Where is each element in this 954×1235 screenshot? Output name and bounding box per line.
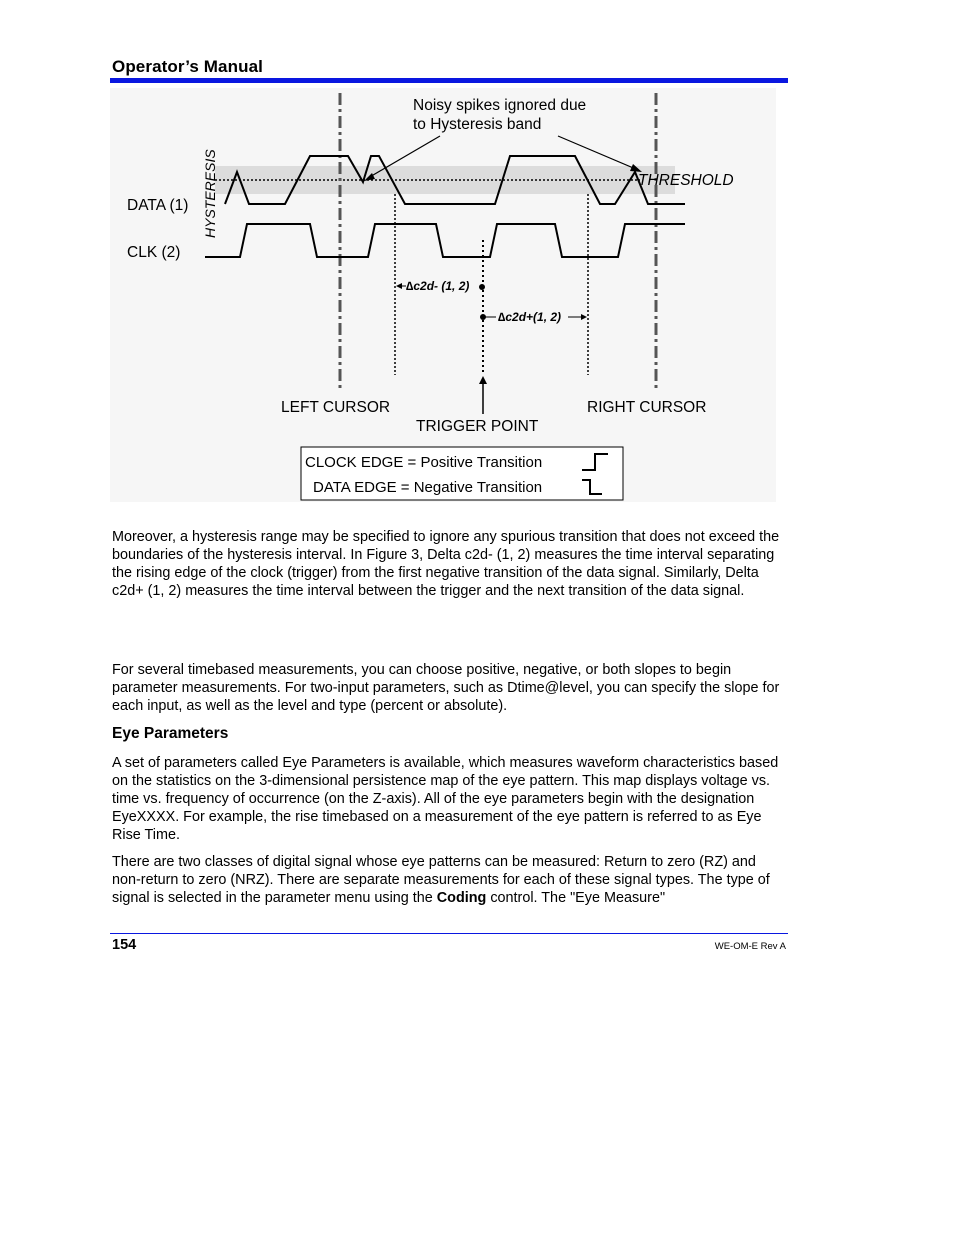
delta-minus-label: ∆c2d- (1, 2) [406,279,470,293]
slopes-paragraph: For several timebased measurements, you can choose positive, negative, or both slopes to begin parameter measurements. For two-input parameters, such as Dtime@level, you can specify the slope for each input, as well as the level and type (percent or absolute). [112,662,780,714]
page-number: 154 [112,937,137,953]
data-trace-label: DATA (1) [127,197,189,214]
signal-classes-paragraph [112,853,788,907]
hysteresis-timing-figure [110,88,776,502]
footer-rule [110,933,788,934]
noisy-note-line2: to Hysteresis band [413,116,542,133]
right-cursor-label: RIGHT CURSOR [587,399,707,416]
hysteresis-paragraph: Moreover, a hysteresis range may be specified to ignore any spurious transition that does not exceed the boundaries of the hysteresis interval. In Figure 3, Delta c2d- (1, 2) measures the time interval separating the rising edge of the clock (trigger) from the first negative transition of the data signal. Similarly, Delta c2d+ (1, 2) measures the time interval between the trigger and the next transition of the data signal. [112,529,780,599]
left-cursor-label: LEFT CURSOR [281,399,391,416]
noisy-note-line1: Noisy spikes ignored due [413,97,587,114]
eye-parameters-heading: Eye Parameters [112,725,229,742]
data-edge-legend: DATA EDGE = Negative Transition [313,479,543,496]
document-id: WE-OM-E Rev A [714,941,786,952]
eye-parameters-paragraph: A set of parameters called Eye Parameters is available, which measures waveform characteristics based on the statistics on the 3-dimensional persistence map of the eye pattern. This map displays voltage vs. time vs. frequency of occurrence (on the Z-axis). All of the eye parameters begin with the designation EyeXXXX. For example, the rise timebased on a measurement of the eye pattern is referred to as Eye Rise Time. [112,755,779,843]
page-header-title: Operator’s Manual [112,57,263,76]
threshold-label: THRESHOLD [638,172,734,189]
coding-control-term: Coding [436,890,487,906]
signal-classes-text: There are two classes of digital signal whose eye patterns can be measured: Return to zero (RZ) and non-return to zero (NRZ). There are separate measurements for each of these signal types. The type of signal is selected in the parameter menu using the [112,854,770,906]
clk-trace-label: CLK (2) [127,244,181,261]
hysteresis-label: HYSTERESIS [202,149,218,238]
clock-edge-legend: CLOCK EDGE = Positive Transition [305,454,543,471]
header-rule [110,78,788,83]
trigger-point-label: TRIGGER POINT [416,418,539,435]
delta-plus-label: ∆c2d+(1, 2) [498,310,562,324]
delta-minus-anchor-dot [479,284,485,290]
signal-classes-text-end: control. The "Eye Measure" [486,890,666,906]
